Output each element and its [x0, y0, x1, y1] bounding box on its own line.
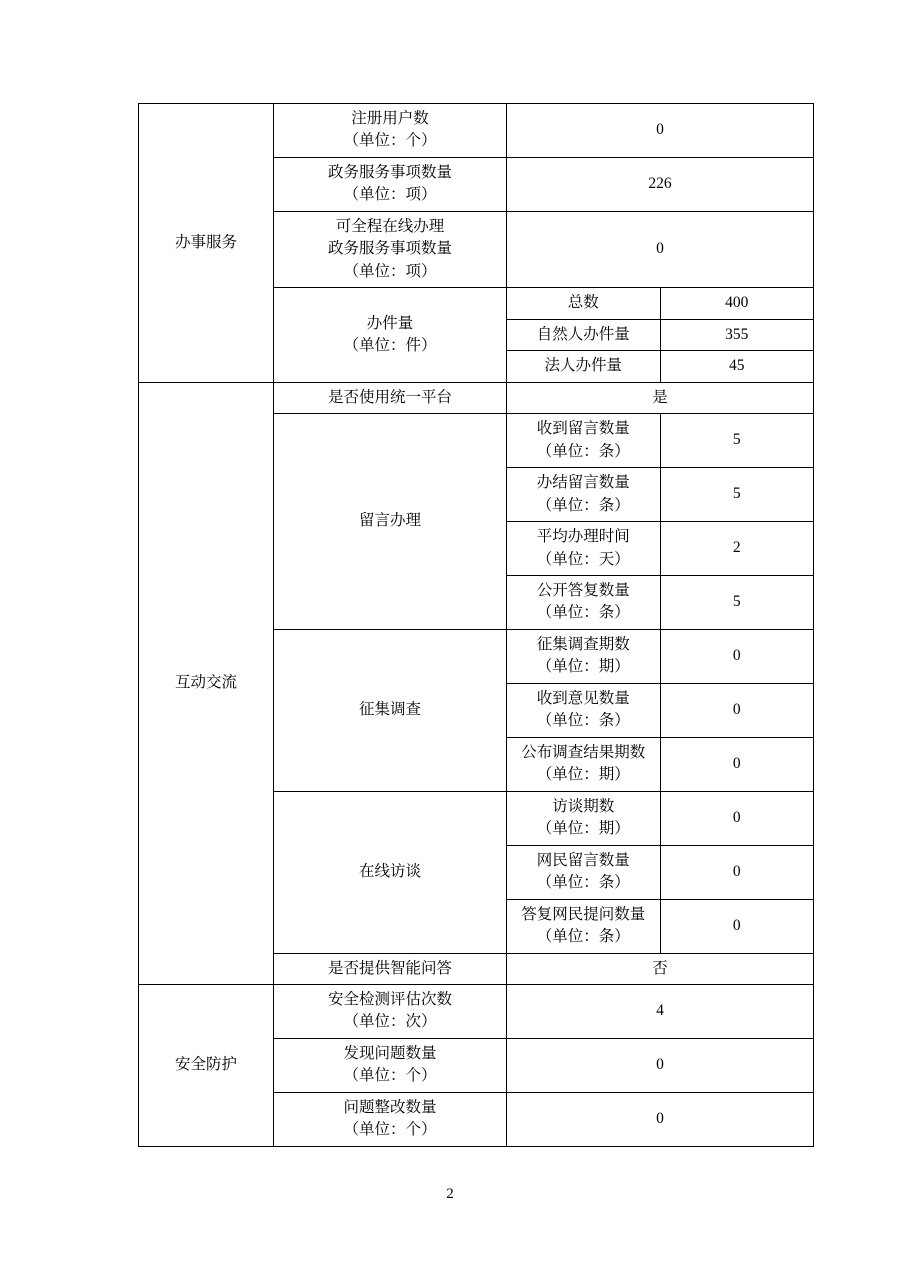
sub-item-label: 答复网民提问数量 — [521, 905, 646, 923]
value-text: 400 — [725, 294, 749, 312]
item-cell-online-interviews — [274, 791, 507, 953]
value-cell — [660, 575, 814, 629]
value-text: 0 — [656, 240, 664, 258]
item-cell-issues-fixed — [274, 1092, 507, 1146]
value-cell — [660, 468, 814, 522]
value-cell — [507, 1038, 814, 1092]
sub-item-unit: （单位：期） — [536, 766, 630, 784]
value-text: 355 — [725, 325, 749, 343]
value-cell — [660, 845, 814, 899]
value-text: 0 — [732, 862, 741, 880]
item-label: 在线访谈 — [358, 862, 421, 880]
value-cell — [507, 1092, 814, 1146]
item-label: 发现问题数量 — [343, 1044, 437, 1062]
value-text: 0 — [656, 121, 664, 139]
value-text: 5 — [732, 485, 741, 503]
item-unit: （单位：次） — [343, 1013, 437, 1031]
category-cell-interaction — [139, 382, 274, 984]
sub-item-unit: （单位：条） — [536, 874, 630, 892]
value-text: 226 — [648, 175, 672, 193]
sub-item-unit: （单位：条） — [536, 496, 630, 514]
sub-item-cell-netizen-messages — [507, 845, 661, 899]
sub-item-cell-messages-closed — [507, 468, 661, 522]
table-body — [139, 104, 814, 1147]
page-number: 2 — [446, 1186, 454, 1202]
value-text: 是 — [652, 388, 668, 406]
sub-item-cell-public-replies — [507, 575, 661, 629]
sub-item-unit: （单位：条） — [536, 712, 630, 730]
sub-item-label: 自然人办件量 — [536, 325, 630, 343]
value-cell — [660, 791, 814, 845]
sub-item-label: 收到意见数量 — [536, 689, 630, 707]
value-cell — [507, 382, 814, 413]
sub-item-unit: （单位：期） — [536, 820, 630, 838]
item-cell-handled-volume — [274, 288, 507, 382]
value-cell — [660, 683, 814, 737]
value-text: 0 — [732, 647, 741, 665]
item-unit: （单位：项） — [343, 186, 437, 204]
category-label: 办事服务 — [174, 233, 237, 251]
sub-item-cell-answered-questions — [507, 899, 661, 953]
item-cell-unified-platform — [274, 382, 507, 413]
item-cell-surveys — [274, 629, 507, 791]
value-cell — [507, 953, 814, 984]
value-text: 0 — [656, 1056, 664, 1074]
value-text: 0 — [656, 1110, 664, 1128]
item-label: 留言办理 — [358, 512, 421, 530]
sub-item-unit: （单位：条） — [536, 442, 630, 460]
item-unit: （单位：个） — [343, 1121, 437, 1139]
item-cell-issues-found — [274, 1038, 507, 1092]
item-cell-registered-users — [274, 104, 507, 158]
sub-item-label: 收到留言数量 — [536, 420, 630, 438]
item-label: 是否提供智能问答 — [327, 959, 452, 977]
sub-item-unit: （单位：条） — [536, 928, 630, 946]
sub-item-label: 公开答复数量 — [536, 581, 630, 599]
item-cell-security-assessments — [274, 985, 507, 1039]
value-cell — [660, 737, 814, 791]
category-label: 互动交流 — [174, 674, 237, 692]
value-text: 否 — [652, 959, 668, 977]
value-cell — [660, 351, 814, 382]
sub-item-label: 法人办件量 — [544, 357, 622, 375]
category-label: 安全防护 — [174, 1056, 237, 1074]
item-unit: （单位：项） — [343, 262, 437, 280]
item-label: 政务服务事项数量 — [327, 163, 452, 181]
table-row — [139, 985, 814, 1039]
item-unit: （单位：件） — [343, 336, 437, 354]
value-cell — [507, 985, 814, 1039]
sub-item-cell-published-results — [507, 737, 661, 791]
sub-item-cell-average-time — [507, 522, 661, 576]
table-row — [139, 104, 814, 158]
item-label: 征集调查 — [358, 701, 421, 719]
value-cell — [660, 288, 814, 319]
value-cell — [507, 104, 814, 158]
sub-item-cell-natural-person — [507, 319, 661, 350]
item-label: 注册用户数 — [351, 110, 429, 127]
item-label: 是否使用统一平台 — [327, 388, 452, 406]
sub-item-cell-interview-count — [507, 791, 661, 845]
value-text: 2 — [732, 539, 741, 557]
value-cell — [660, 414, 814, 468]
sub-item-label: 办结留言数量 — [536, 474, 630, 492]
sub-item-label: 访谈期数 — [552, 797, 615, 815]
item-unit: （单位：个） — [343, 132, 437, 150]
sub-item-unit: （单位：期） — [536, 658, 630, 676]
item-cell-message-handling — [274, 414, 507, 630]
value-text: 0 — [732, 701, 741, 719]
value-text: 0 — [732, 755, 741, 773]
sub-item-unit: （单位：条） — [536, 604, 630, 622]
sub-item-label: 公布调查结果期数 — [521, 743, 646, 761]
item-label-line2: 政务服务事项数量 — [327, 240, 452, 258]
value-cell — [660, 522, 814, 576]
value-text: 5 — [732, 593, 741, 611]
sub-item-label: 网民留言数量 — [536, 851, 630, 869]
item-label: 办件量 — [366, 314, 414, 332]
report-table-container — [138, 103, 798, 1147]
sub-item-label: 征集调查期数 — [536, 635, 630, 653]
value-cell — [507, 157, 814, 211]
value-text: 0 — [732, 808, 741, 826]
table-row — [139, 382, 814, 413]
sub-item-cell-opinions-received — [507, 683, 661, 737]
sub-item-cell-messages-received — [507, 414, 661, 468]
item-unit: （单位：个） — [343, 1067, 437, 1085]
item-label-line1: 可全程在线办理 — [335, 217, 445, 235]
value-text: 45 — [729, 357, 745, 375]
value-cell — [660, 319, 814, 350]
value-cell — [660, 629, 814, 683]
government-website-report-table — [138, 103, 814, 1147]
item-cell-service-items-count — [274, 157, 507, 211]
item-label: 问题整改数量 — [343, 1098, 437, 1116]
item-cell-smart-qa — [274, 953, 507, 984]
value-text: 0 — [732, 916, 741, 934]
sub-item-cell-legal-person — [507, 351, 661, 382]
sub-item-unit: （单位：天） — [536, 550, 630, 568]
category-cell-security — [139, 985, 274, 1147]
value-text: 4 — [656, 1002, 664, 1020]
item-cell-full-online-items — [274, 211, 507, 287]
sub-item-label: 平均办理时间 — [536, 528, 630, 546]
sub-item-cell-total — [507, 288, 661, 319]
value-text: 5 — [732, 431, 741, 449]
sub-item-label: 总数 — [567, 294, 599, 312]
category-cell-service — [139, 104, 274, 383]
value-cell — [660, 899, 814, 953]
item-label: 安全检测评估次数 — [327, 991, 452, 1008]
value-cell — [507, 211, 814, 287]
sub-item-cell-survey-count — [507, 629, 661, 683]
